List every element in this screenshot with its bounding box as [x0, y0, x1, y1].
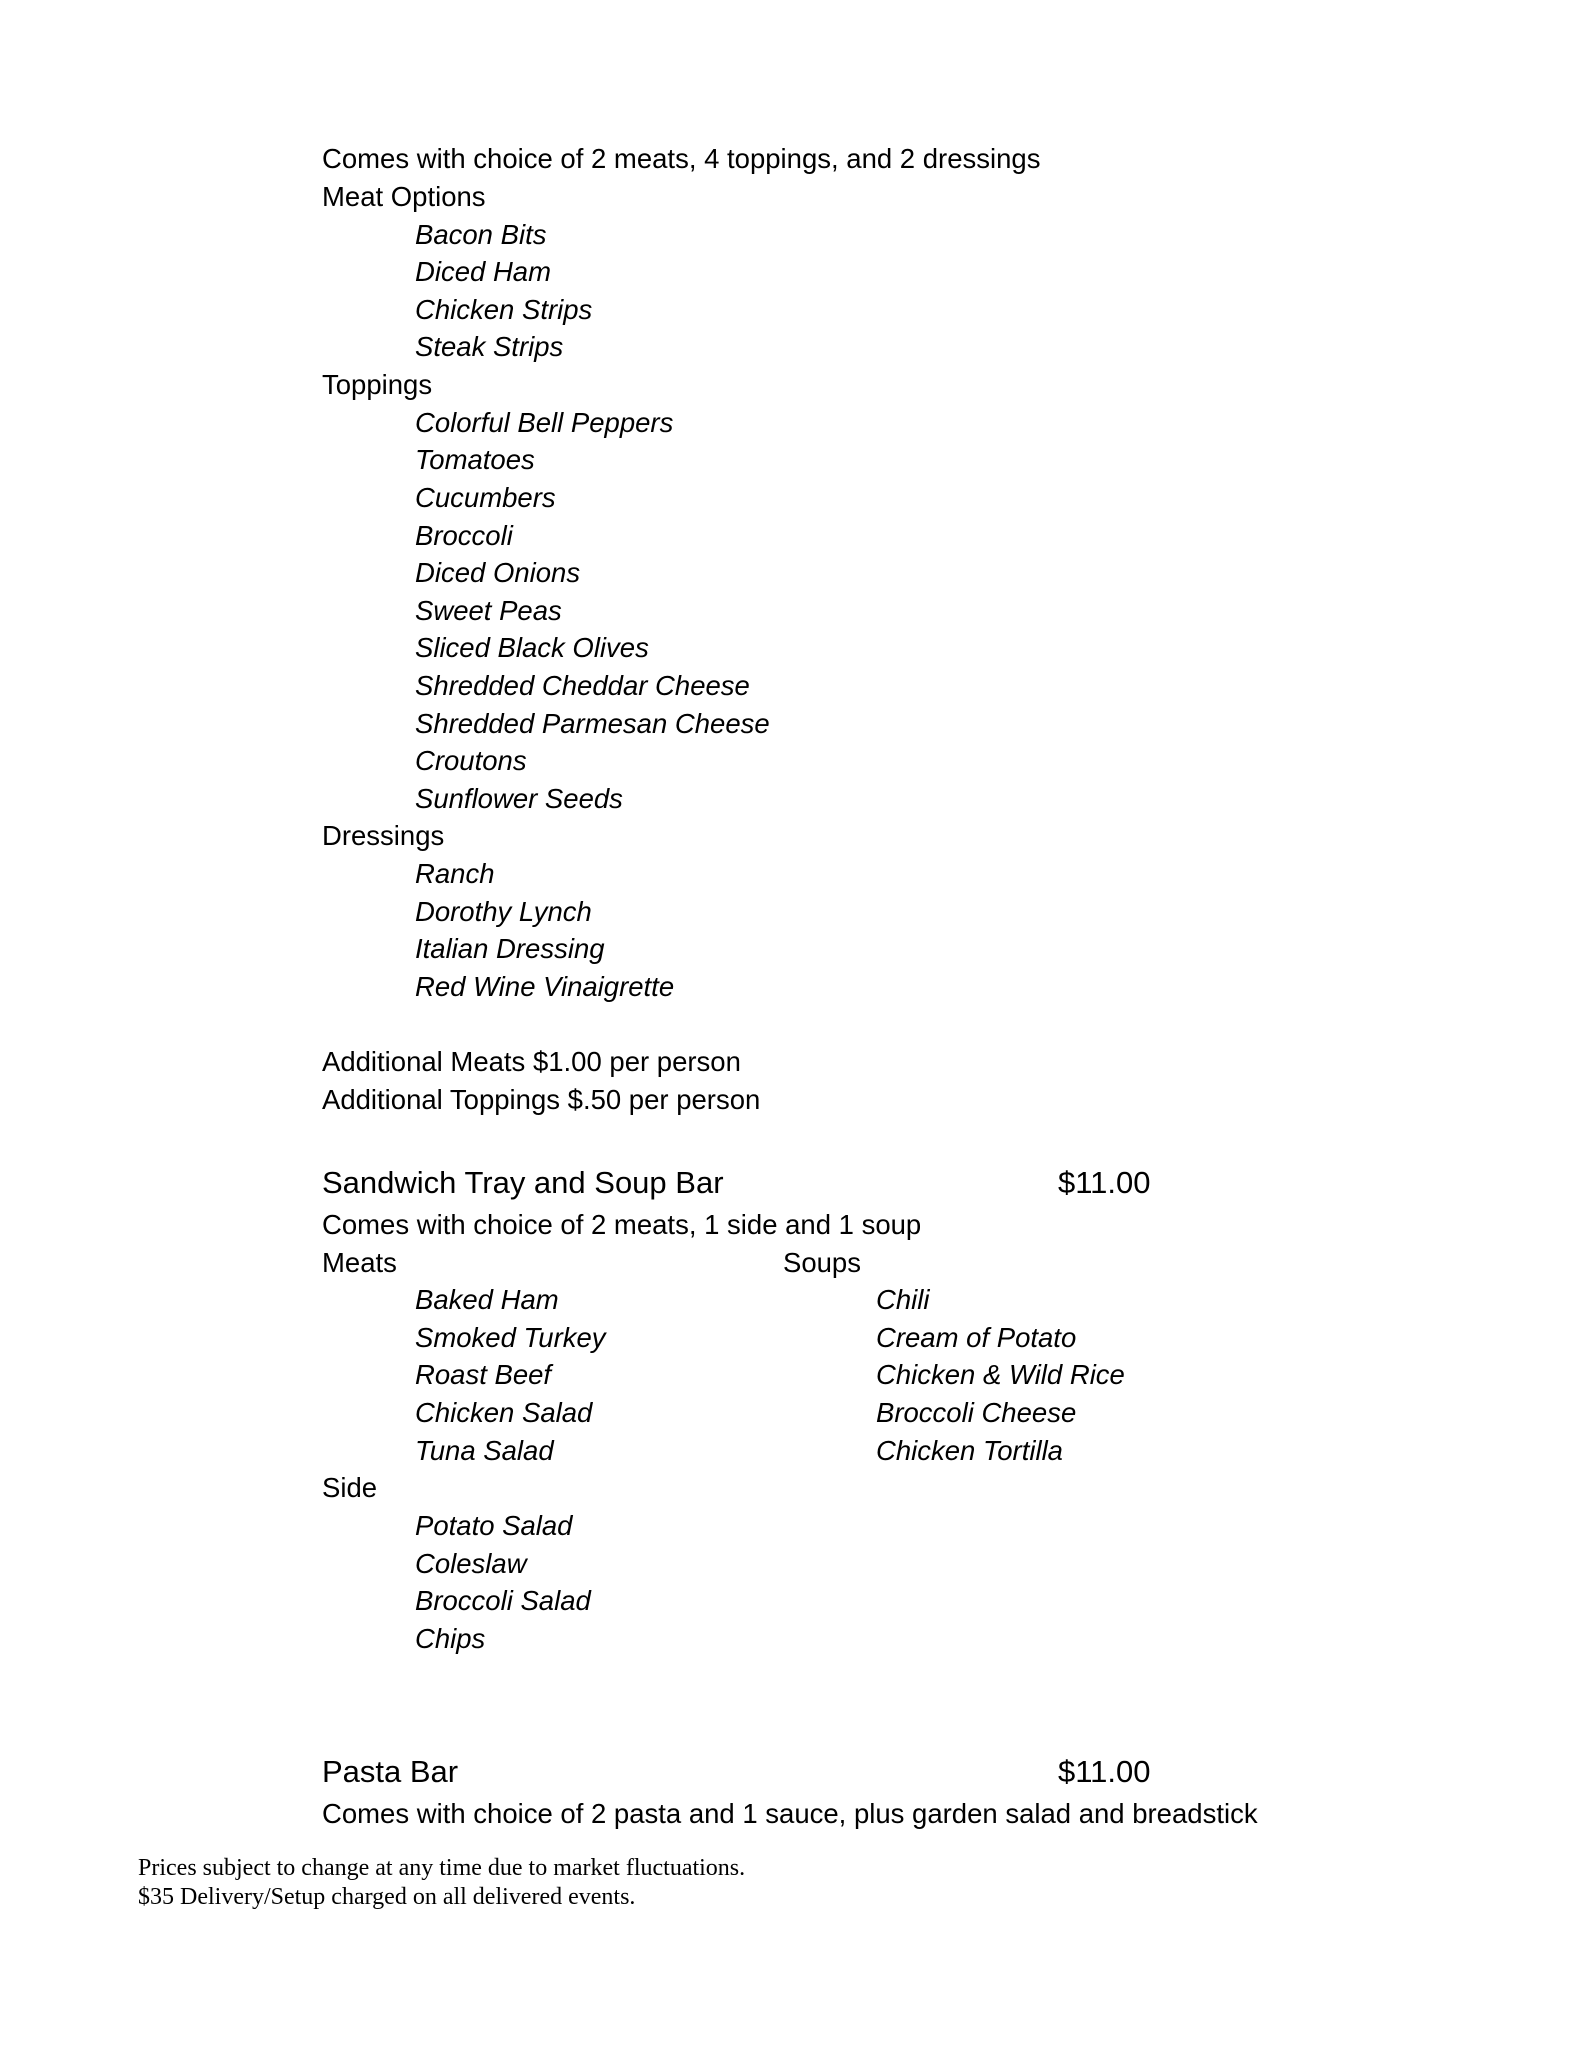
meat-option-item: Steak Strips — [415, 331, 564, 362]
side-item: Chips — [415, 1623, 486, 1654]
soup-item: Chili — [876, 1284, 930, 1315]
meat-option-item: Diced Ham — [415, 256, 552, 287]
meat-item: Baked Ham — [415, 1284, 559, 1315]
topping-item: Croutons — [415, 745, 527, 776]
topping-item: Colorful Bell Peppers — [415, 407, 674, 438]
pasta-bar-intro: Comes with choice of 2 pasta and 1 sauce, plus garden salad and breadstick — [322, 1798, 1258, 1829]
meats-label: Meats — [322, 1247, 397, 1278]
sandwich-soup-title: Sandwich Tray and Soup Bar — [322, 1165, 724, 1200]
meat-item: Tuna Salad — [415, 1435, 554, 1466]
toppings-label: Toppings — [322, 369, 433, 400]
sandwich-soup-intro: Comes with choice of 2 meats, 1 side and 1 soup — [322, 1209, 922, 1240]
topping-item: Diced Onions — [415, 557, 581, 588]
topping-item: Tomatoes — [415, 444, 535, 475]
pasta-bar-title: Pasta Bar — [322, 1754, 459, 1789]
topping-item: Sunflower Seeds — [415, 783, 623, 814]
topping-item: Sweet Peas — [415, 595, 562, 626]
side-item: Coleslaw — [415, 1548, 527, 1579]
topping-item: Shredded Parmesan Cheese — [415, 708, 770, 739]
meat-item: Chicken Salad — [415, 1397, 593, 1428]
sandwich-soup-price: $11.00 — [1058, 1165, 1151, 1200]
meat-option-item: Chicken Strips — [415, 294, 593, 325]
topping-item: Sliced Black Olives — [415, 632, 649, 663]
footer-price-note: Prices subject to change at any time due to market fluctuations. — [138, 1855, 746, 1881]
additional-meats: Additional Meats $1.00 per person — [322, 1046, 741, 1077]
meat-options-label: Meat Options — [322, 181, 486, 212]
pasta-bar-price: $11.00 — [1058, 1754, 1151, 1789]
dressing-item: Red Wine Vinaigrette — [415, 971, 675, 1002]
footer-delivery-note: $35 Delivery/Setup charged on all delivered events. — [138, 1884, 636, 1910]
soup-item: Chicken Tortilla — [876, 1435, 1063, 1466]
side-item: Broccoli Salad — [415, 1585, 591, 1616]
dressings-label: Dressings — [322, 820, 445, 851]
topping-item: Broccoli — [415, 520, 513, 551]
soup-item: Broccoli Cheese — [876, 1397, 1077, 1428]
meat-option-item: Bacon Bits — [415, 219, 547, 250]
soup-item: Cream of Potato — [876, 1322, 1077, 1353]
side-label: Side — [322, 1472, 378, 1503]
dressing-item: Ranch — [415, 858, 495, 889]
meat-item: Smoked Turkey — [415, 1322, 606, 1353]
topping-item: Shredded Cheddar Cheese — [415, 670, 750, 701]
dressing-item: Italian Dressing — [415, 933, 605, 964]
dressing-item: Dorothy Lynch — [415, 896, 592, 927]
soup-item: Chicken & Wild Rice — [876, 1359, 1125, 1390]
additional-toppings: Additional Toppings $.50 per person — [322, 1084, 761, 1115]
salad-bar-intro: Comes with choice of 2 meats, 4 toppings, and 2 dressings — [322, 143, 1041, 174]
side-item: Potato Salad — [415, 1510, 573, 1541]
soups-label: Soups — [783, 1247, 861, 1278]
topping-item: Cucumbers — [415, 482, 556, 513]
meat-item: Roast Beef — [415, 1359, 552, 1390]
